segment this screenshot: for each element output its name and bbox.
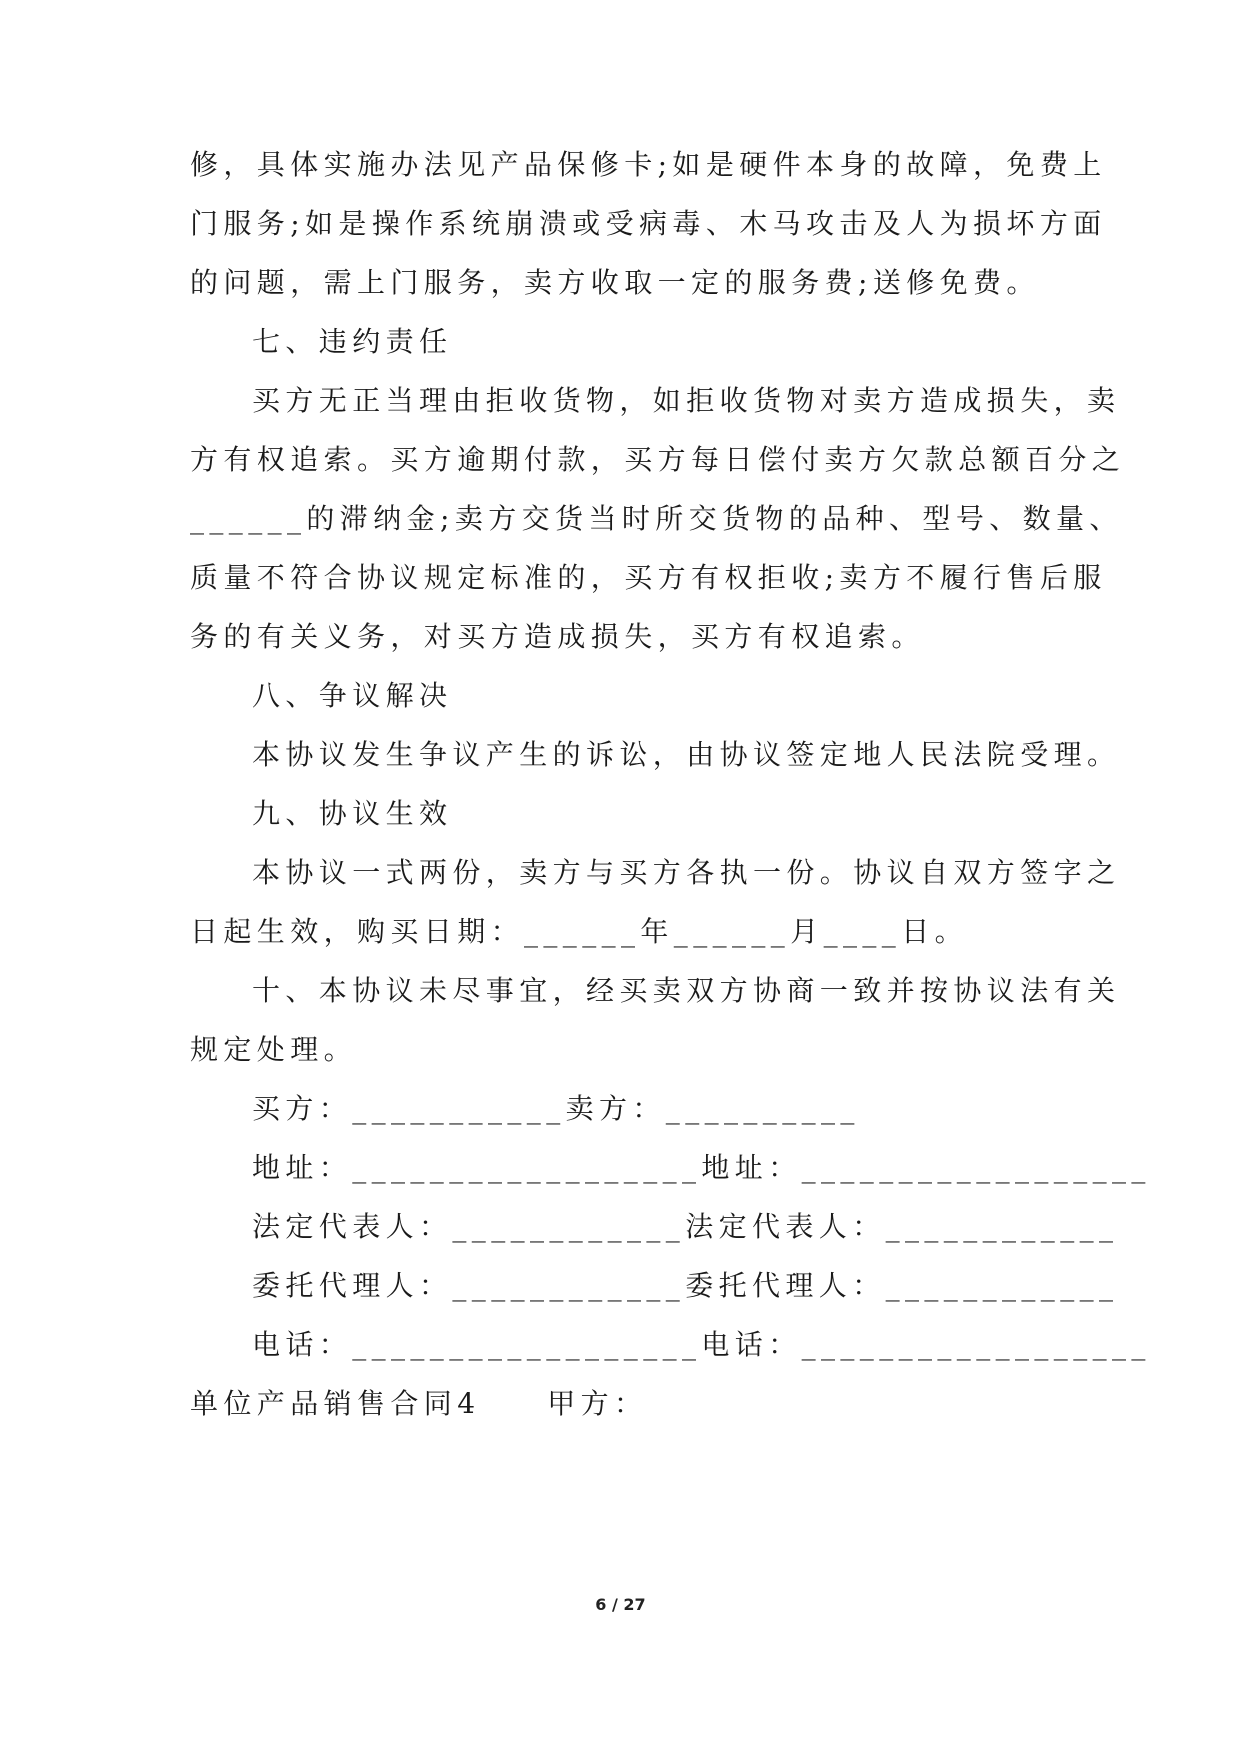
paragraph-line: 十、本协议未尽事宜，经买卖双方协商一致并按协议法有关 — [252, 974, 1121, 1007]
paragraph-line: 质量不符合协议规定标准的，买方有权拒收;卖方不履行售后服 — [190, 561, 1107, 594]
paragraph-line: 方有权追索。买方逾期付款，买方每日偿付卖方欠款总额百分之 — [190, 443, 1126, 476]
section-heading-effect: 九、协议生效 — [252, 797, 453, 830]
signature-agent: 委托代理人：____________委托代理人：____________ — [252, 1269, 1119, 1302]
paragraph-line: 的问题，需上门服务，卖方收取一定的服务费;送修免费。 — [190, 266, 1040, 299]
signature-buyer-seller: 买方：___________卖方：__________ — [252, 1092, 860, 1125]
paragraph-line: 本协议发生争议产生的诉讼，由协议签定地人民法院受理。 — [252, 738, 1121, 771]
signature-address: 地址：__________________地址：__________________ — [252, 1151, 1151, 1184]
section-heading-breach: 七、违约责任 — [252, 325, 453, 358]
paragraph-line: ______的滞纳金;卖方交货当时所交货物的品种、型号、数量、 — [190, 502, 1123, 535]
paragraph-line: 本协议一式两份，卖方与买方各执一份。协议自双方签字之 — [252, 856, 1121, 889]
signature-legal-rep: 法定代表人：____________法定代表人：____________ — [252, 1210, 1119, 1243]
page-number: 6 / 27 — [595, 1595, 646, 1614]
section-heading-dispute: 八、争议解决 — [252, 679, 453, 712]
paragraph-line: 门服务;如是操作系统崩溃或受病毒、木马攻击及人为损坏方面 — [190, 207, 1107, 240]
next-contract-title: 单位产品销售合同4 甲方： — [190, 1387, 648, 1420]
paragraph-line: 规定处理。 — [190, 1033, 358, 1066]
paragraph-line: 务的有关义务，对买方造成损失，买方有权追索。 — [190, 620, 925, 653]
signature-phone: 电话：__________________电话：__________________ — [252, 1328, 1151, 1361]
paragraph-line: 买方无正当理由拒收货物，如拒收货物对卖方造成损失，卖 — [252, 384, 1121, 417]
paragraph-line: 日起生效，购买日期：______年______月____日。 — [190, 915, 969, 948]
paragraph-line: 修，具体实施办法见产品保修卡;如是硬件本身的故障，免费上 — [190, 148, 1107, 181]
